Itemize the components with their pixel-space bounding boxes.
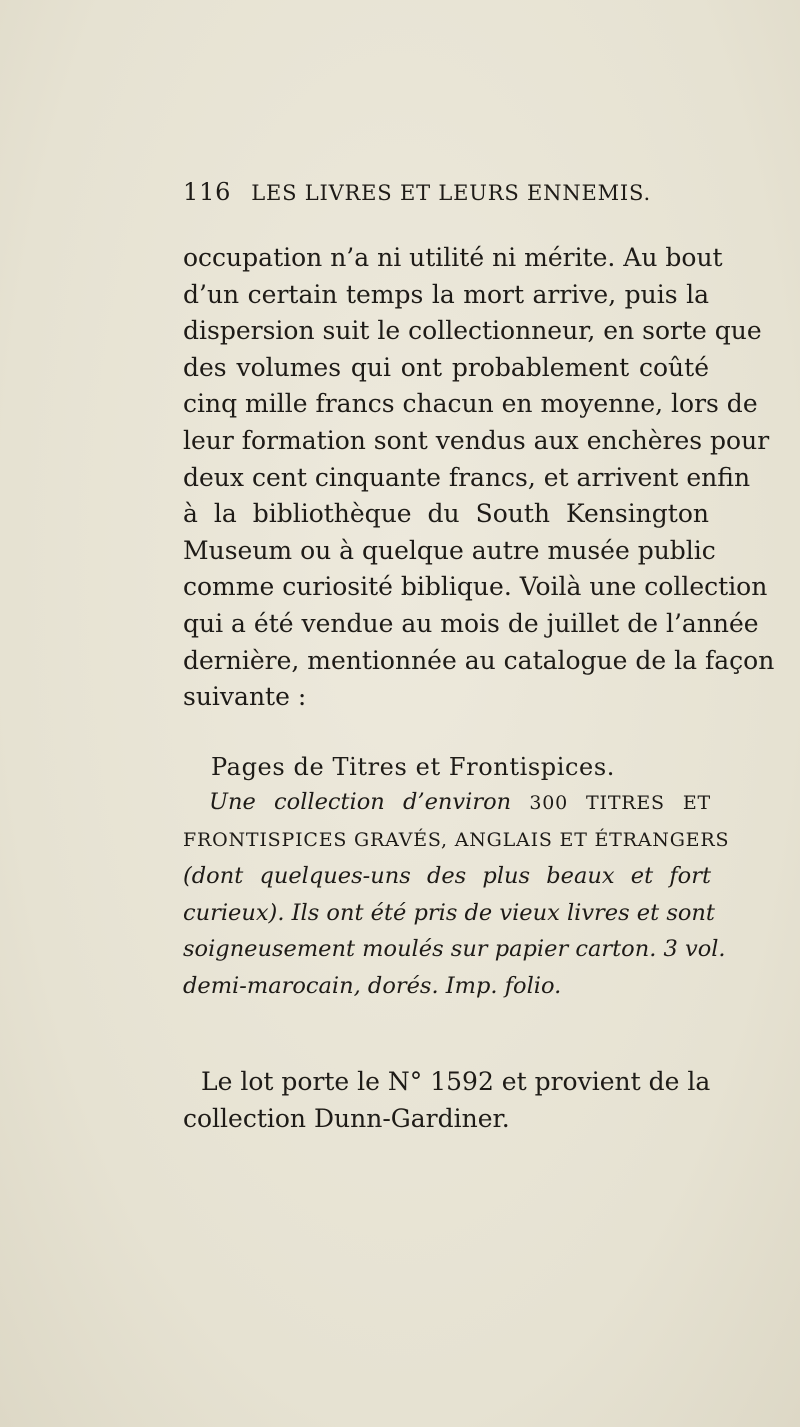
text-line: Museum ou à quelque autre musée public [183,535,716,565]
entry-line-roman: 300 TITRES ET [529,792,711,814]
entry-line-italic: soigneusement moulés sur papier carton. 3 vol. [183,936,726,962]
text-line: à la bibliothèque du South Kensington [183,499,709,529]
entry-line: FRONTISPICES GRAVÉS, ANGLAIS ET ÉTRANGERS [183,828,730,851]
catalogue-entry [183,784,730,1004]
entry-line [183,968,711,1005]
text-line: deux cent cinquante francs, et arrivent enfin [183,462,751,492]
text-line: dispersion suit le collectionneur, en sorte que [183,316,762,346]
entry-line-italic: Une collection d’environ [209,789,512,815]
text-line: leur formation sont vendus aux enchères pour [183,425,770,455]
text-line: collection Dunn-Gardiner. [183,1103,510,1133]
text-line: comme curiosité biblique. Voilà une collection [183,572,768,602]
entry-line-italic: (dont quelques-uns des plus beaux et fort [183,863,711,889]
text-line: cinq mille francs chacun en moyenne, lors de [183,389,758,419]
main-paragraph [183,240,775,716]
entry-line [183,858,711,895]
text-line: occupation n’a ni utilité ni mérite. Au bout [183,243,723,272]
text-line: qui a été vendue au mois de juillet de l’année [183,608,759,638]
entry-line [183,895,715,932]
running-header [183,178,723,214]
running-title: LES LIVRES ET LEURS ENNEMIS. [251,181,651,205]
text-line: dernière, mentionnée au catalogue de la façon [183,645,775,675]
entry-line [183,931,726,968]
entry-line-italic: curieux). Ils ont été pris de vieux livres et sont [183,899,715,926]
section-title: Pages de Titres et Frontispices. [211,753,616,781]
text-line: Le lot porte le N° 1592 et provient de la [201,1067,711,1096]
entry-line-italic: demi-marocain, dorés. Imp. folio. [183,972,562,999]
text-line: des volumes qui ont probablement coûté [183,352,709,382]
entry-line [183,784,711,822]
text-line: d’un certain temps la mort arrive, puis la [183,279,709,309]
page-number: 116 [183,178,232,206]
closing-paragraph [183,1064,709,1137]
text-line: suivante : [183,682,307,712]
